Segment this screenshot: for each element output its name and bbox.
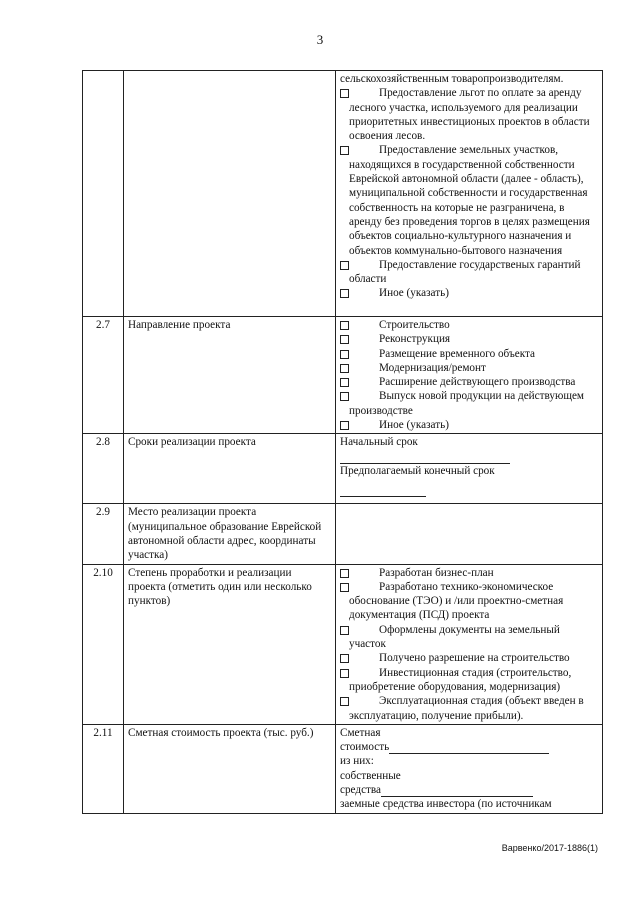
checkbox-option[interactable]: Оформлены документы на земельный участок <box>340 623 598 652</box>
checkbox-icon[interactable] <box>340 335 349 344</box>
checkbox-option[interactable]: Предоставление государственых гарантий области <box>340 258 598 287</box>
cost-cell: Сметная стоимость из них: собственные средства заемные средства инвестора (по источникам <box>336 724 603 813</box>
end-date-field[interactable] <box>340 482 598 496</box>
checkbox-icon[interactable] <box>340 583 349 592</box>
checkbox-icon[interactable] <box>340 421 349 430</box>
checkbox-icon[interactable] <box>340 697 349 706</box>
row-number: 2.10 <box>83 564 124 724</box>
row-number: 2.8 <box>83 434 124 504</box>
row-dates-cell <box>336 434 603 504</box>
checkbox-option[interactable]: Разработан бизнес-план <box>340 566 598 580</box>
end-date-label: Предполагаемый конечный срок <box>340 464 495 477</box>
estimated-cost-field[interactable]: стоимость <box>340 740 598 754</box>
row-options-cell <box>336 317 603 434</box>
checkbox-option[interactable]: Выпуск новой продукции на действующем производстве <box>340 389 598 418</box>
checkbox-icon[interactable] <box>340 289 349 298</box>
table-row <box>83 564 603 724</box>
row-options-cell <box>336 71 603 317</box>
row-number: 2.11 <box>83 724 124 813</box>
checkbox-icon[interactable] <box>340 378 349 387</box>
checkbox-option[interactable]: Получено разрешение на строительство <box>340 651 598 665</box>
checkbox-icon[interactable] <box>340 654 349 663</box>
document-footer-code: Варвенко/2017-1886(1) <box>501 843 598 853</box>
checkbox-option[interactable]: Реконструкция <box>340 332 598 346</box>
checkbox-option[interactable]: Разработано технико-экономическое обоснование (ТЭО) и /или проектно-сметная документация (ПСД) проекта <box>340 580 598 623</box>
row-label: Место реализации проекта (муниципальное образование Еврейской автономной области адрес, координаты участка) <box>124 504 336 564</box>
checkbox-icon[interactable] <box>340 626 349 635</box>
table-row <box>83 317 603 434</box>
checkbox-icon[interactable] <box>340 89 349 98</box>
checkbox-option[interactable]: Предоставление льгот по оплате за аренду лесного участка, используемого для реализации приоритетных инвестиционых проектов в области освоения лесов. <box>340 86 598 143</box>
checkbox-icon[interactable] <box>340 669 349 678</box>
checkbox-option[interactable]: Размещение временного объекта <box>340 347 598 361</box>
location-field[interactable] <box>336 504 603 564</box>
checkbox-option[interactable]: Иное (указать) <box>340 286 598 300</box>
checkbox-option[interactable]: Инвестиционная стадия (строительство, приобретение оборудования, модернизация) <box>340 666 598 695</box>
own-funds-field[interactable]: средства <box>340 783 598 797</box>
checkbox-option[interactable]: Модернизация/ремонт <box>340 361 598 375</box>
checkbox-option[interactable]: Предоставление земельных участков, находящихся в государственной собственности Еврейской автономной области (далее - область), муниципальной собственности и государственная собственность на которые не разграничена, в аренду без проведения торгов в целях размещения объектов социально-культурного назначения и объектов коммунально-бытового назначения <box>340 143 598 257</box>
row-label: Степень проработки и реализации проекта (отметить один или несколько пунктов) <box>124 564 336 724</box>
start-date-field[interactable] <box>340 450 598 464</box>
checkbox-option[interactable]: Строительство <box>340 318 598 332</box>
table-row <box>83 71 603 317</box>
checkbox-option[interactable]: Эксплуатационная стадия (объект введен в эксплуатацию, получение прибыли). <box>340 694 598 723</box>
checkbox-option[interactable]: Иное (указать) <box>340 418 598 432</box>
checkbox-icon[interactable] <box>340 392 349 401</box>
page-number: 3 <box>316 32 324 47</box>
start-date-label: Начальный срок <box>340 436 418 449</box>
row-number-cell <box>83 71 124 317</box>
row-label: Сметная стоимость проекта (тыс. руб.) <box>124 724 336 813</box>
row-label: Направление проекта <box>124 317 336 434</box>
checkbox-icon[interactable] <box>340 350 349 359</box>
row-label-cell <box>124 71 336 317</box>
continuation-text: сельскохозяйственным товаропроизводителям. <box>340 73 564 85</box>
checkbox-icon[interactable] <box>340 261 349 270</box>
project-form-table <box>82 70 603 814</box>
row-options-cell <box>336 564 603 724</box>
checkbox-option[interactable]: Расширение действующего производства <box>340 375 598 389</box>
checkbox-icon[interactable] <box>340 569 349 578</box>
row-number: 2.9 <box>83 504 124 564</box>
table-row <box>83 724 603 813</box>
checkbox-icon[interactable] <box>340 146 349 155</box>
table-row <box>83 434 603 504</box>
row-number: 2.7 <box>83 317 124 434</box>
checkbox-icon[interactable] <box>340 321 349 330</box>
checkbox-icon[interactable] <box>340 364 349 373</box>
row-label: Сроки реализации проекта <box>124 434 336 504</box>
table-row <box>83 504 603 564</box>
